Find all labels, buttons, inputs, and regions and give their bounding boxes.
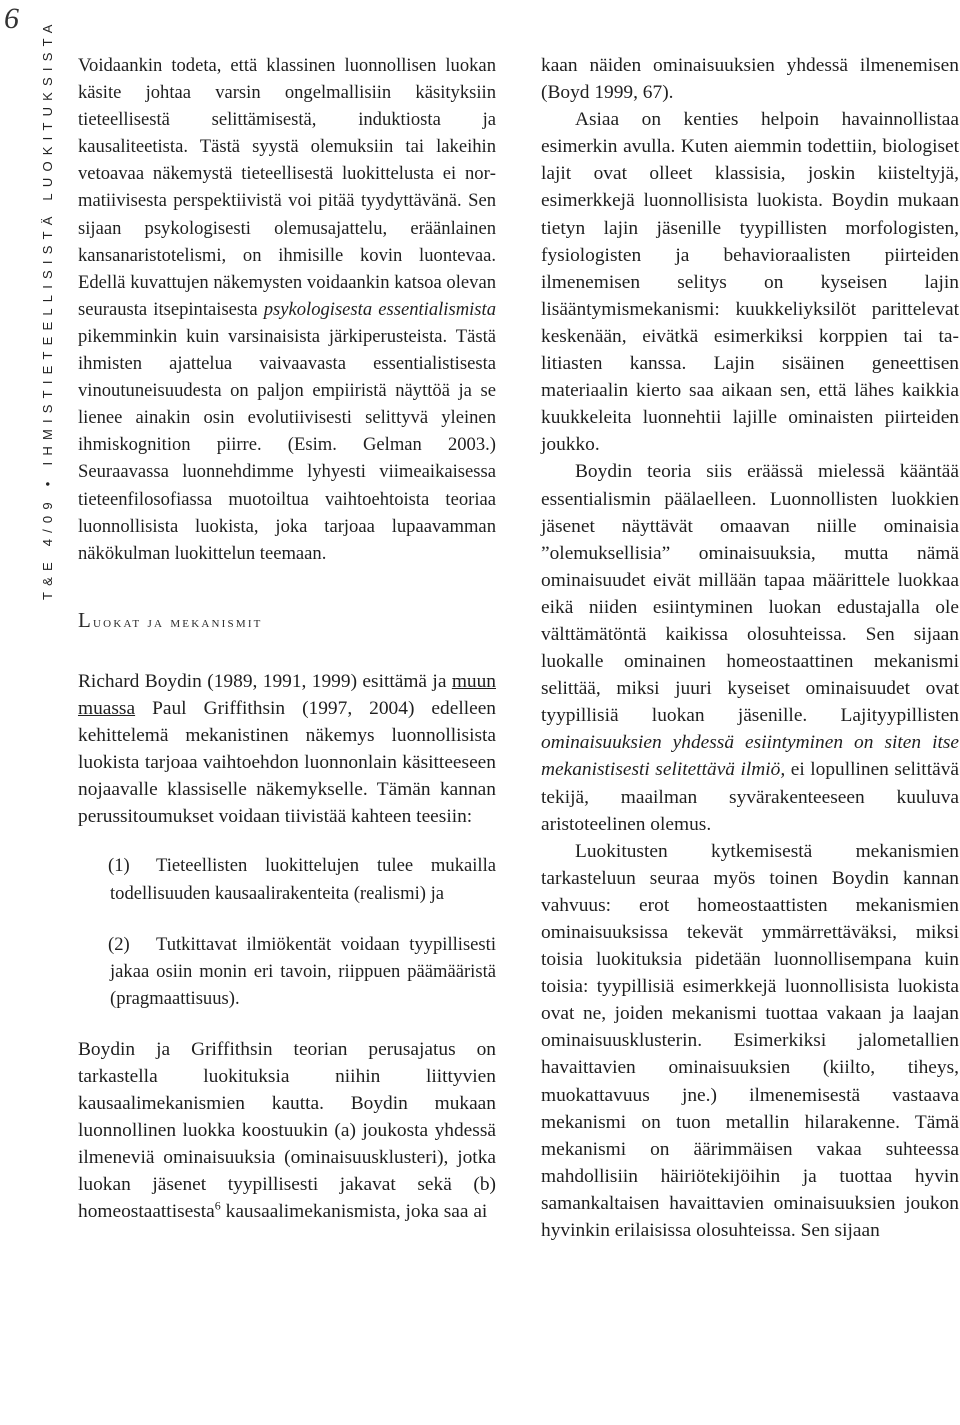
- intro-block: [78, 52, 496, 567]
- separator-bullet: •: [40, 475, 55, 487]
- paragraph-mechanisms: [78, 1036, 496, 1226]
- theses-list: [78, 852, 496, 1011]
- p3-text-b: ei lopullinen selittävä tekijä, maailman syvärakenteeseen kuuluva aristoteelinen olemus.: [541, 759, 959, 835]
- section-heading-initial: L: [78, 607, 94, 632]
- list-number: (1): [108, 855, 130, 877]
- intro-paragraph: [78, 52, 496, 567]
- list-text: Tutkittavat ilmiökentät voidaan tyypillisesti jakaa osiin monin eri tavoin, riippuen päämääristä (pragmaattisuus).: [110, 933, 496, 1009]
- right-column: [541, 52, 959, 1244]
- p3-italic-phrase: ominaisuuksien yhdessä esiintyminen on siten itse mekanistisesti selitettävä ilmiö,: [541, 732, 959, 781]
- underlined-phrase: muun muassa: [78, 670, 496, 719]
- paragraph-continuation: kaan näiden ominaisuuksien yhdessä ilmenemisen (Boyd 1999, 67).: [541, 55, 959, 104]
- p3-text-a: Boydin teoria siis eräässä mielessä kääntää essentialismin päälaelleen. Luonnollisten luokkien jäsenet näyttävät omaavan niille ominaisia ”olemuksellisia” ominaisuuksia, mutta nämä ominaisuudet eivät millään tapaa määrittele luokkaa eikä niiden esiintyminen luokan edustajalla ole välttämätöntä kaikissa olosuhteissa. Sen sijaan luokalle ominainen homeostaattinen mekanismi selittää, miksi juuri kyseiset ominaisuudet ovat tyypillisiä luokan jäsenille. Lajityypillisten: [541, 461, 959, 727]
- paragraph-boyd-intro: [78, 668, 496, 831]
- para2-text-a: Richard Boydin (1989, 1991, 1999) esittämä ja: [78, 670, 452, 692]
- intro-text-1: Voidaankin todeta, että klassinen luonnollisen luokan käsite johtaa varsin ongelmallisiin käsityksiin tieteellisestä selittämisestä, induktiosta ja kausaliteetista. Tästä syystä olemuksiin tai lakeihin vetoavaa näkemystä tieteellisestä luokittelusta ei normatiivisesta perspektiivistä voi pitää tyydyttävänä. Sen sijaan psykologisesti olemusajattelu, eräänlainen kansanaristotelismi, on ihmisille kovin luontevaa. Edellä kuvattujen näkemysten voidaankin katsoa olevan seurausta itsepintaisesta: [78, 55, 496, 320]
- section-heading-rest: uokat ja mekanismit: [93, 613, 263, 631]
- paragraph-classification: Luokitusten kytkemisestä mekanismien tarkasteluun seuraa myös toinen Boydin kannan vahvuus: erot homeostaattisten mekanismien ominaisuuksissa tekevät ymmärrettäväksi, miksi toisia luokituksia pidetään luonnollisempana kuin toisia: tyypillisiä esimerkkejä luonnollisista luokista ovat ne, joiden mekanismi tuottaa vakaan ja laajan ominaisuusklusterin. Esimerkiksi jalometallien havaittavien ominaisuuksien (kiilto, tiheys, muokattavuus jne.) ilmenemisestä vastaava mekanismi on tuon metallin hilarakenne. Tämä mekanismi on äärimmäisen vakaa suhteessa mahdollisiin häiriötekijöihin ja tuottaa hyvin samankaltaisen havaittavien ominaisuuksien joukon hyvinkin erilaisissa olosuhteissa. Sen sijaan: [541, 840, 959, 1242]
- article-title: IHMISTIETEELLISISTÄ LUOKITUKSISTA: [40, 18, 55, 466]
- list-item: [78, 852, 496, 906]
- intro-italic-term: psykologisesta essentialismista: [263, 298, 496, 320]
- para2-text-b: Paul Griffithsin (1997, 2004) edelleen kehittelemä mekanistinen näkemys luonnollisista luokista tarjoaa vaihtoehdon luonnonlain käsitteeseen nojaavalle klassiselle näkemykselle. Tämän kannan perussitoumukset voidaan tiivistää kahteen teesiin:: [78, 697, 496, 828]
- paragraph-example: Asiaa on kenties helpoin havainnollistaa esimerkin avulla. Kuten aiemmin todettiin, biologiset lajit ovat olleet klassisia, joskin kiisteltyjä, esimerkkejä luonnollisista luokista. Boydin mukaan tietyn lajin jäsenille tyypillisten morfologisten, fysiologisten ja behavioraalisten piirteiden ilmenemisen selitys on kyseisen lajin lisääntymismekanismi: kuukkeliyksilöt parittelevat keskenään, eivätkä esimerkiksi korppien tai talitiasten kanssa. Lajin sisäinen geneettisen materiaalin kierto saa aikaan sen, että lähes kaikkia kuukkeleita luonnehtii lajille ominaisten piirteiden joukko.: [541, 109, 959, 456]
- section-heading: [78, 607, 496, 636]
- footnote-marker: 6: [214, 1199, 221, 1213]
- para3-text-b: kausaalimekanismista, joka saa ai: [220, 1201, 488, 1223]
- running-head: [40, 18, 55, 600]
- list-number: (2): [108, 933, 130, 955]
- page-number: 6: [4, 2, 19, 35]
- paragraph-essentialism: [541, 458, 959, 837]
- para3-text-a: Boydin ja Griffithsin teorian perusajatus on tarkastella luokituksia niihin liittyvien kausaalimekanismien kautta. Boydin mukaan luonnollinen luokka koostuukin (a) joukosta yhdessä ilmeneviä ominaisuuksia (ominaisuusklusteri), jotka luokan jäsenet tyypillisesti jakavat sekä (b) homeostaattisesta: [78, 1038, 496, 1223]
- left-column: [78, 52, 496, 1226]
- list-text: Tieteellisten luokittelujen tulee mukailla todellisuuden kausaalirakenteita (realismi) ja: [110, 855, 496, 904]
- journal-issue: T&E 4/09: [40, 496, 55, 600]
- intro-text-2: pikemminkin kuin varsinaisista järkiperusteista. Tästä ihmisten ajattelua vaivaavasta essentialistisesta vinoutuneisuudesta on paljon empiiristä näyttöä ja se lienee ainakin osin evolutiivisesti selittyvä yleinen ihmiskognition piirre. (Esim. Gelman 2003.) Seuraavassa luonnehdimme lyhyesti viimeaikaisessa tieteenfilosofiassa muotoiltua vaihtoehtoista teoriaa luonnollisista luokista, joka tarjoaa lupaavamman näkökulman luokittelun teemaan.: [78, 325, 496, 564]
- list-item: [78, 931, 496, 1012]
